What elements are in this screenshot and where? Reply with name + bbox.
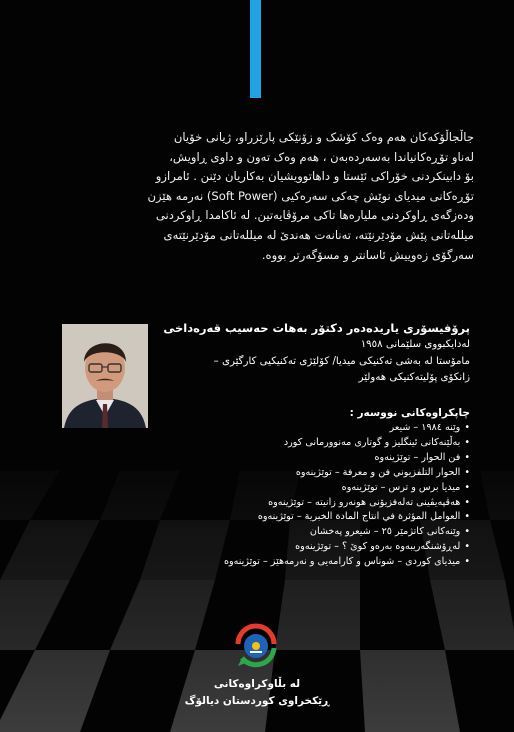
- author-birth: لەدایکبووی سلێمانی ١٩٥٨: [360, 339, 470, 350]
- list-item: • بەڵێنەکانی ئینگلیز و گوتاری مەنوورمانی کورد: [120, 436, 470, 451]
- works-list: [120, 421, 470, 570]
- publisher-line: لە بڵاوکراوەکانی: [213, 678, 301, 690]
- description-line: بۆ دابینکردنی خۆراکی ئێستا و داهاتوویشیان بەکاریان دێنن . ئامرازو: [155, 169, 474, 184]
- author-info: [150, 320, 470, 387]
- description-paragraph: [40, 128, 474, 265]
- description-line: تۆڕەکانی میدیای نوێش چەکی سەرەکیی (Soft Power) نەرمە هێزن: [147, 188, 474, 203]
- author-position: مامۆستا لە بەشی تەکنیکی میدیا/ کۆلێژی تەکنیکیی کارگێری –: [213, 355, 470, 367]
- list-item: • فن الحوار – توێژینەوە: [120, 451, 470, 466]
- list-item: • میدیای کوردی – شوناس و کارامەیی و نەرمەهێز – توێژینەوە: [120, 555, 470, 570]
- list-item: • الحوار التلفزيوني فن و معرفة – توێژینەوە: [120, 466, 470, 481]
- accent-bar: [250, 0, 261, 98]
- author-university: زانکۆی پۆلیتەکنیکی هەولێر: [358, 372, 470, 383]
- author-name: پرۆفیسۆری یاریدەدەر دکتۆر بەهات حەسیب قەرەداخی: [163, 321, 470, 335]
- list-item: • لەڕۆشنگەریبەوە بەرەو کوێ ؟ – توێژینەوە: [120, 540, 470, 555]
- list-item: • وێنەکانی کاتژمێر ٢٥ – شیعرو پەخشان: [120, 525, 470, 540]
- published-works: [120, 406, 470, 570]
- description-line: جاڵجاڵۆکەکان هەم وەک کۆشک و زۆنێکی پارێزراو، ژیانی خۆیان: [173, 130, 474, 144]
- list-item: • میدیا برس و ترس – توێژینەوە: [120, 481, 470, 496]
- list-item: • وێنە ١٩٨٤ – شیعر: [120, 421, 470, 436]
- list-item: • هەڤپەیڤینی تەلەفزیۆنی هونەرو زانیتە – توێژینەوە: [120, 496, 470, 511]
- publisher-info: [0, 676, 514, 710]
- works-title: چاپکراوەکانی نووسەر :: [349, 407, 470, 419]
- description-line: لەناو تۆڕەکانیاندا بەسەردەبەن ، هەم وەک تەون و داوی ڕاویش،: [169, 149, 474, 164]
- description-line: ودەزگەی ڕاوکردنی ملیارەها تاکی مرۆڤایەتین. لە ئاکامدا ڕاوکردنی: [155, 208, 474, 223]
- list-item: • العوامل المؤثرة في انتاج المادة الخبرية – توێژینەوە: [120, 510, 470, 525]
- description-line: میللەتانی پێش مۆدێرنێتە، تەنانەت هەندێ لە میللەتانی مۆدێرنێتەی: [163, 227, 474, 242]
- publisher-name: ڕێکخراوی کوردستان دیالۆگ: [184, 695, 330, 707]
- publisher-logo-icon: [232, 622, 280, 670]
- description-line: سەرگۆی زەوییش ئاسانتر و مسۆگەرتر بووە.: [261, 247, 474, 262]
